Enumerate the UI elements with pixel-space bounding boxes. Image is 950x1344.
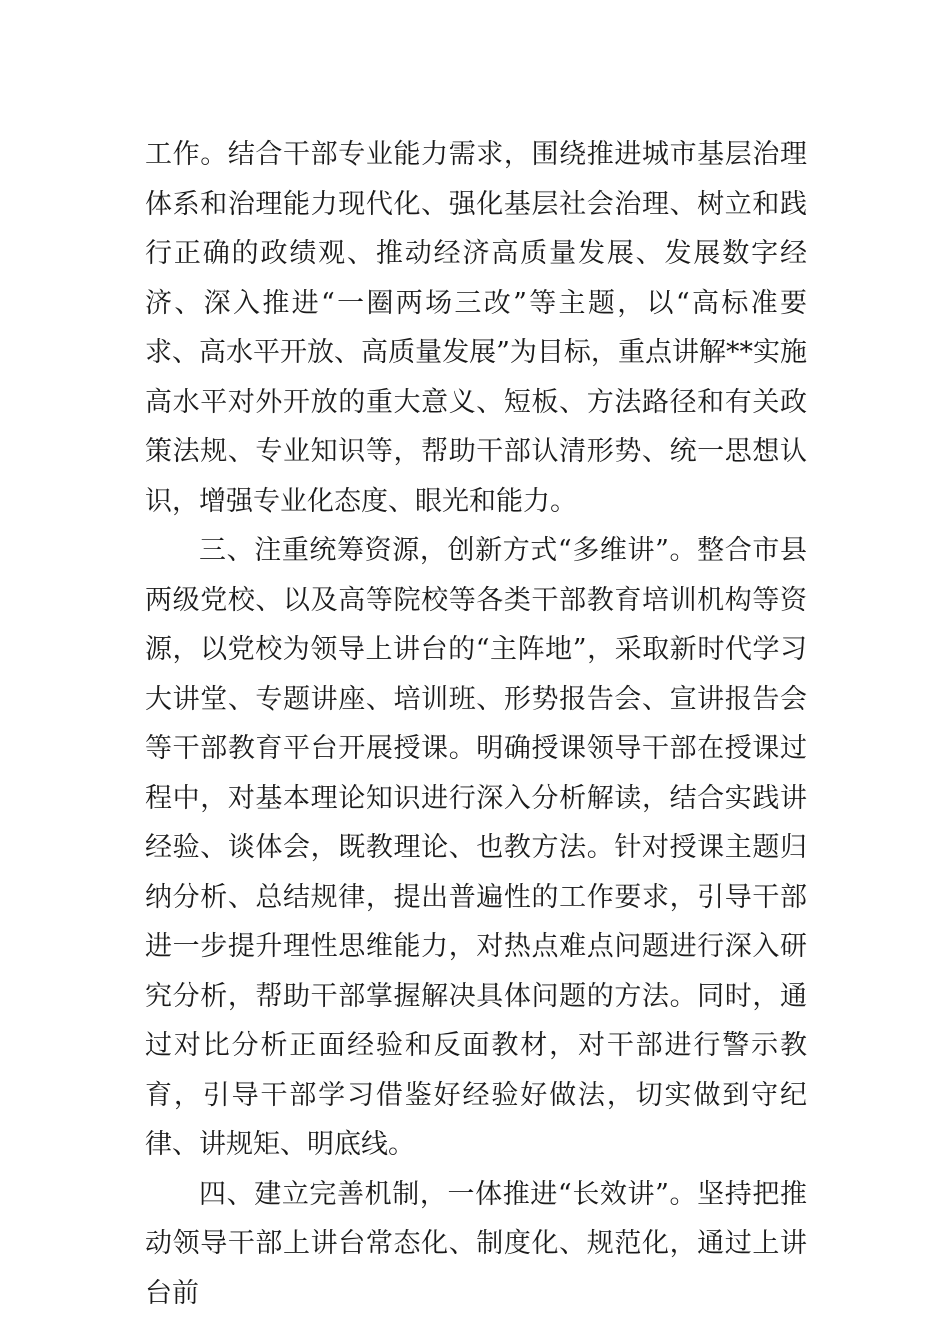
paragraph-section-four: 四、建立完善机制，一体推进“长效讲”。坚持把推动领导干部上讲台常态化、制度化、规范化，通过上讲台前 xyxy=(145,1178,807,1309)
paragraph-section-three: 三、注重统筹资源，创新方式“多维讲”。整合市县两级党校、以及高等院校等各类干部教育培训机构等资源，以党校为领导上讲台的“主阵地”，采取新时代学习大讲堂、专题讲座、培训班、形势报告会、宣讲报告会等干部教育平台开展授课。明确授课领导干部在授课过程中，对基本理论知识进行深入分析解读，结合实践讲经验、谈体会，既教理论、也教方法。针对授课主题归纳分析、总结规律，提出普遍性的工作要求，引导干部进一步提升理性思维能力，对热点难点问题进行深入研究分析，帮助干部掌握解决具体问题的方法。同时，通过对比分析正面经验和反面教材，对干部进行警示教育，引导干部学习借鉴好经验好做法，切实做到守纪律、讲规矩、明底线。 xyxy=(145,535,807,1160)
paragraph-continuation: 工作。结合干部专业能力需求，围绕推进城市基层治理体系和治理能力现代化、强化基层社会治理、树立和践行正确的政绩观、推动经济高质量发展、发展数字经济、深入推进“一圈两场三改”等主题，以“高标准要求、高水平开放、高质量发展”为目标，重点讲解**实施高水平对外开放的重大意义、短板、方法路径和有关政策法规、专业知识等，帮助干部认清形势、统一思想认识，增强专业化态度、眼光和能力。 xyxy=(145,139,807,517)
document-body xyxy=(145,130,807,1318)
